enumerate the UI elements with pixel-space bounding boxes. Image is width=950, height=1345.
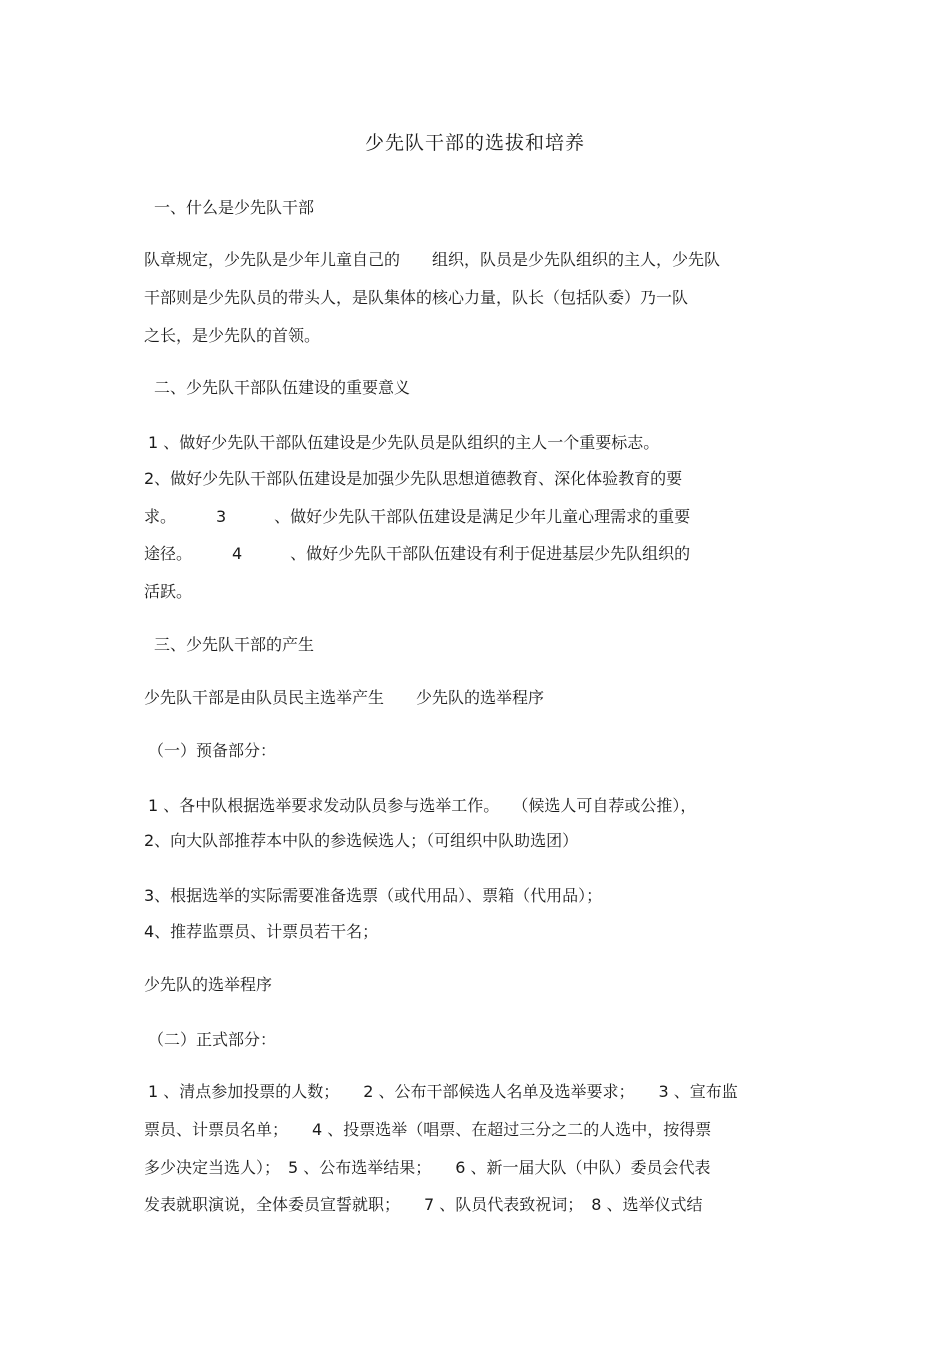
- paragraph-line: 发表就职演说，全体委员宣誓就职； 7 、队员代表致祝词； 8 、选举仪式结: [144, 1195, 703, 1214]
- paragraph-line: 少先队的选举程序: [144, 975, 273, 994]
- paragraph-line: 1 、做好少先队干部队伍建设是少先队员是队组织的主人一个重要标志。: [148, 433, 660, 452]
- list-item: 2、向大队部推荐本中队的参选候选人；（可组织中队助选团）: [144, 831, 579, 850]
- list-item: 4、推荐监票员、计票员若干名；: [144, 922, 379, 941]
- section-heading-1: 一、什么是少先队干部: [154, 198, 315, 217]
- paragraph-line: 少先队干部是由队员民主选举产生 少先队的选举程序: [144, 688, 545, 707]
- paragraph-line: 2、做好少先队干部队伍建设是加强少先队思想道德教育、深化体验教育的要: [144, 469, 683, 488]
- subsection-heading: （一）预备部分：: [148, 741, 277, 760]
- paragraph-line: 队章规定，少先队是少年儿童自己的 组织，队员是少先队组织的主人，少先队: [144, 250, 721, 269]
- paragraph-line: 求。 3 、做好少先队干部队伍建设是满足少年儿童心理需求的重要: [144, 507, 691, 526]
- paragraph-line: 之长，是少先队的首领。: [144, 326, 321, 345]
- document-title: 少先队干部的选拔和培养: [364, 132, 585, 154]
- paragraph-line: 活跃。: [144, 582, 193, 601]
- subsection-heading: （二）正式部分：: [148, 1030, 277, 1049]
- paragraph-line: 多少决定当选人）； 5 、公布选举结果； 6 、新一届大队（中队）委员会代表: [144, 1158, 711, 1177]
- paragraph-line: 票员、计票员名单； 4 、投票选举（唱票、在超过三分之二的人选中，按得票: [144, 1120, 712, 1139]
- section-heading-2: 二、少先队干部队伍建设的重要意义: [154, 378, 411, 397]
- paragraph-line: 途径。 4 、做好少先队干部队伍建设有利于促进基层少先队组织的: [144, 544, 691, 563]
- list-item: 3、根据选举的实际需要准备选票（或代用品）、票箱（代用品）；: [144, 886, 603, 905]
- list-item: 1 、各中队根据选举要求发动队员参与选举工作。 （候选人可自荐或公推），: [148, 796, 697, 815]
- section-heading-3: 三、少先队干部的产生: [154, 635, 315, 654]
- paragraph-line: 干部则是少先队员的带头人，是队集体的核心力量，队长（包括队委）乃一队: [144, 288, 689, 307]
- paragraph-line: 1 、清点参加投票的人数； 2 、公布干部候选人名单及选举要求； 3 、宣布监: [148, 1082, 738, 1101]
